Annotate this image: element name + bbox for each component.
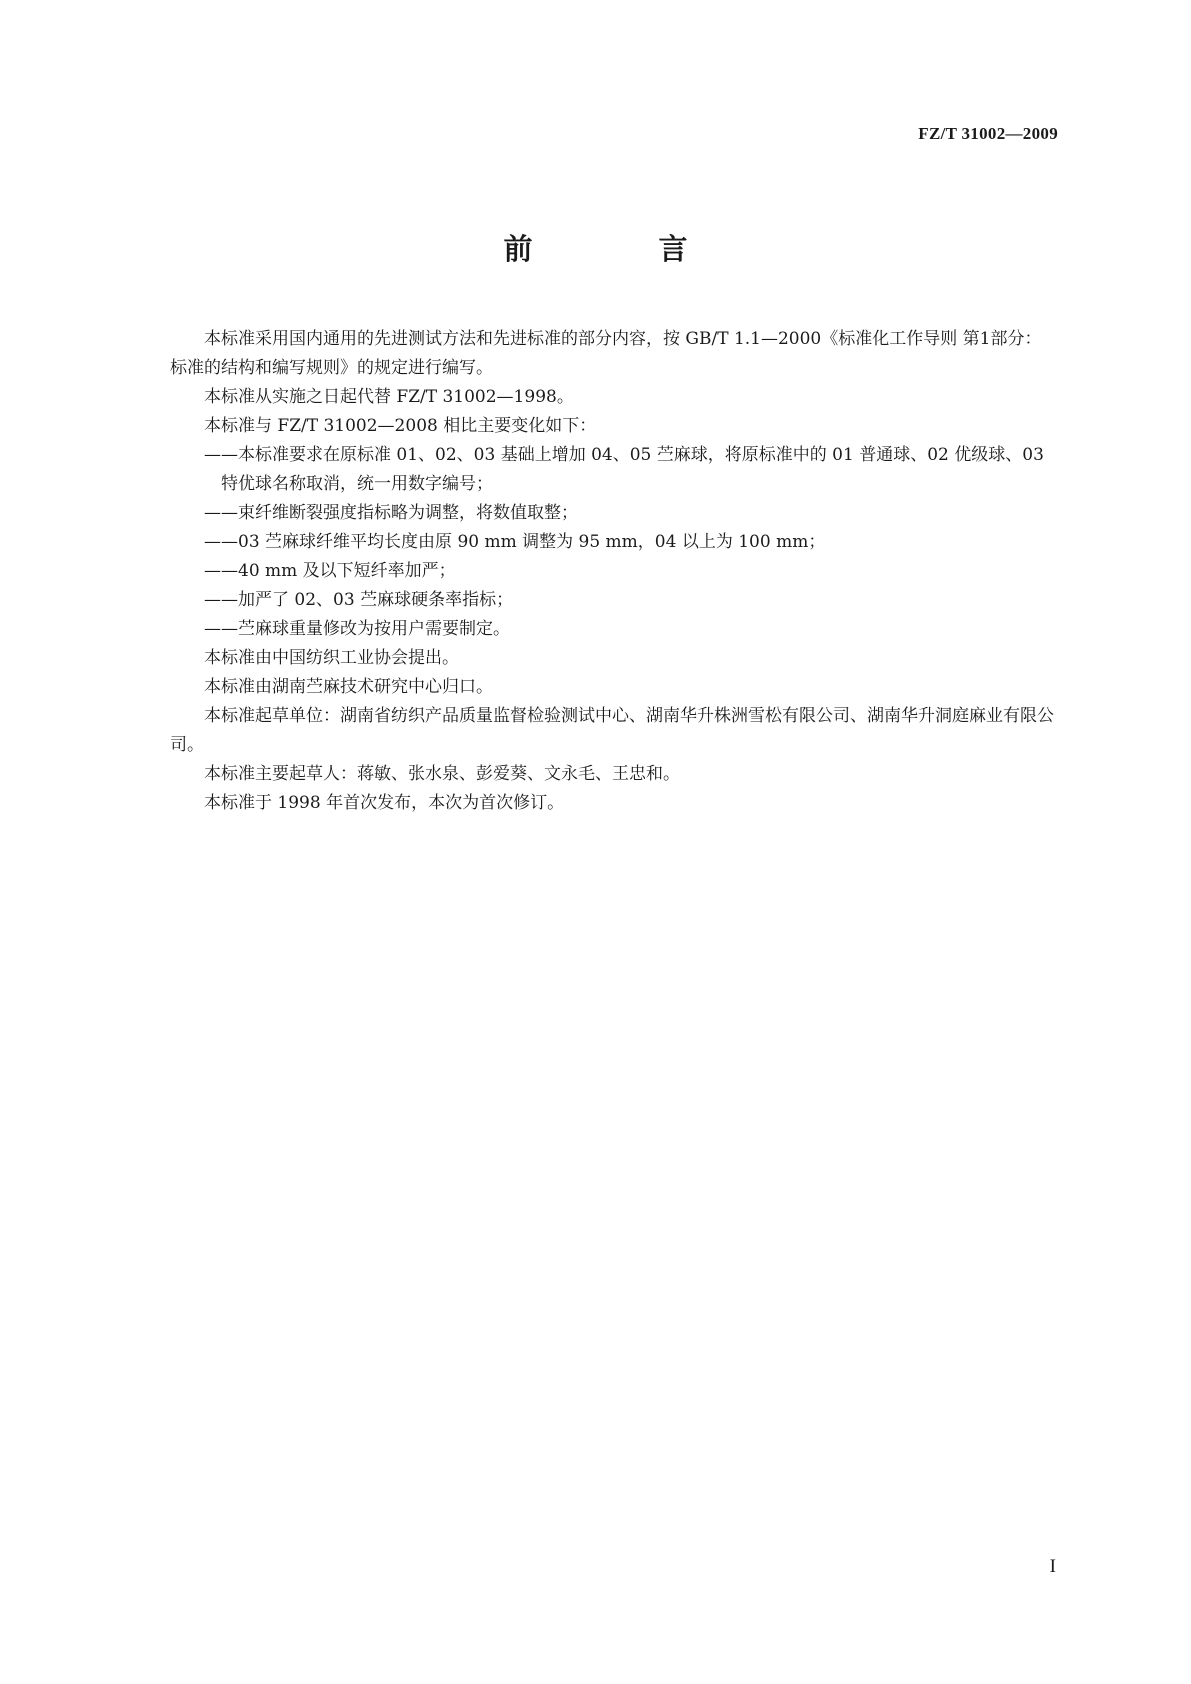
change-item: ——03 苎麻球纤维平均长度由原 90 mm 调整为 95 mm，04 以上为 100 mm； [204, 532, 826, 552]
paragraph: 本标准于 1998 年首次发布，本次为首次修订。 [204, 793, 565, 813]
change-item: ——苎麻球重量修改为按用户需要制定。 [204, 619, 510, 639]
paragraph: 本标准由中国纺织工业协会提出。 [204, 648, 459, 668]
paragraph: 本标准起草单位：湖南省纺织产品质量监督检验测试中心、湖南华升株洲雪松有限公司、湖南华升洞庭麻业有限公司。 [170, 706, 1054, 755]
change-item: ——加严了 02、03 苎麻球硬条率指标； [204, 590, 514, 610]
paragraph: 本标准由湖南苎麻技术研究中心归口。 [204, 677, 493, 697]
paragraph: 本标准与 FZ/T 31002—2008 相比主要变化如下： [204, 416, 597, 436]
paragraph: 本标准采用国内通用的先进测试方法和先进标准的部分内容，按 GB/T 1.1—2000《标准化工作导则 第1部分：标准的结构和编写规则》的规定进行编写。 [170, 329, 1042, 378]
change-item: ——本标准要求在原标准 01、02、03 基础上增加 04、05 苎麻球，将原标准中的 01 普通球、02 优级球、03 特优球名称取消，统一用数字编号； [204, 445, 1044, 494]
standard-code: FZ/T 31002—2009 [918, 124, 1058, 143]
change-item: ——束纤维断裂强度指标略为调整，将数值取整； [204, 503, 578, 523]
paragraph: 本标准主要起草人：蒋敏、张水泉、彭爱葵、文永毛、王忠和。 [204, 764, 680, 784]
change-item: ——40 mm 及以下短纤率加严； [204, 561, 456, 581]
page-title: 前 言 [503, 232, 746, 266]
page-number: I [1049, 1556, 1056, 1577]
foreword-body [170, 325, 1055, 818]
paragraph: 本标准从实施之日起代替 FZ/T 31002—1998。 [204, 387, 574, 407]
